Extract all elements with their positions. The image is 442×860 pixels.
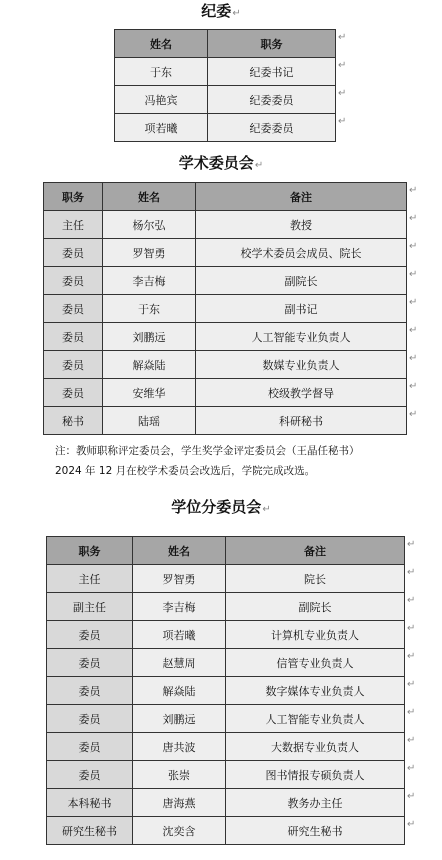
table-header-row <box>115 30 336 58</box>
row-end-mark: ↵ <box>407 763 416 774</box>
column-header: 姓名 <box>115 30 208 58</box>
table-cell: 副书记 <box>196 295 407 323</box>
xueshu-table <box>43 182 407 435</box>
table-cell: 校级教学督导 <box>196 379 407 407</box>
table-cell: 纪委委员 <box>208 114 336 142</box>
table-cell: 刘鹏远 <box>133 705 226 733</box>
note-line-1: 注：教师职称评定委员会，学生奖学金评定委员会（王晶任秘书） <box>55 445 360 457</box>
row-end-mark: ↵ <box>407 539 416 550</box>
row-end-mark: ↵ <box>409 185 418 196</box>
table-row <box>44 239 407 267</box>
table-cell: 委员 <box>47 705 133 733</box>
table-row <box>47 565 405 593</box>
row-end-mark: ↵ <box>407 651 416 662</box>
table-cell: 副院长 <box>196 267 407 295</box>
table-row <box>47 761 405 789</box>
column-header: 职务 <box>47 537 133 565</box>
row-end-mark: ↵ <box>409 241 418 252</box>
column-header: 职务 <box>208 30 336 58</box>
section-title-jiwei: 纪委↵ <box>201 2 241 20</box>
section-title-jiwei-text: 纪委 <box>201 2 232 20</box>
table-cell: 安维华 <box>103 379 196 407</box>
table-row <box>47 817 405 845</box>
row-end-mark: ↵ <box>338 32 347 43</box>
table-cell: 委员 <box>44 295 103 323</box>
row-end-mark: ↵ <box>409 353 418 364</box>
table-cell: 委员 <box>47 733 133 761</box>
table-row <box>115 58 336 86</box>
table-cell: 解焱陆 <box>133 677 226 705</box>
table-cell: 大数据专业负责人 <box>226 733 405 761</box>
table-cell: 委员 <box>44 351 103 379</box>
table-cell: 副主任 <box>47 593 133 621</box>
table-cell: 委员 <box>47 761 133 789</box>
row-end-mark: ↵ <box>407 735 416 746</box>
row-end-mark: ↵ <box>409 409 418 420</box>
table-cell: 委员 <box>44 379 103 407</box>
table-cell: 杨尔弘 <box>103 211 196 239</box>
table-cell: 教授 <box>196 211 407 239</box>
row-end-mark: ↵ <box>409 297 418 308</box>
table-header-row <box>44 183 407 211</box>
table-cell: 张崇 <box>133 761 226 789</box>
table-row <box>47 677 405 705</box>
table-cell: 委员 <box>47 649 133 677</box>
row-end-mark: ↵ <box>407 707 416 718</box>
row-end-mark: ↵ <box>409 325 418 336</box>
row-end-mark: ↵ <box>407 679 416 690</box>
column-header: 备注 <box>196 183 407 211</box>
table-cell: 主任 <box>47 565 133 593</box>
table-cell: 数字媒体专业负责人 <box>226 677 405 705</box>
table-cell: 唐共波 <box>133 733 226 761</box>
table-cell: 陆瑶 <box>103 407 196 435</box>
table-cell: 校学术委员会成员、院长 <box>196 239 407 267</box>
table-cell: 项若曦 <box>133 621 226 649</box>
table-cell: 主任 <box>44 211 103 239</box>
table-cell: 委员 <box>47 677 133 705</box>
table-cell: 冯艳宾 <box>115 86 208 114</box>
table-cell: 数媒专业负责人 <box>196 351 407 379</box>
table-cell: 刘鹏远 <box>103 323 196 351</box>
table-cell: 计算机专业负责人 <box>226 621 405 649</box>
column-header: 备注 <box>226 537 405 565</box>
table-cell: 院长 <box>226 565 405 593</box>
row-end-mark: ↵ <box>338 60 347 71</box>
table-cell: 沈奕含 <box>133 817 226 845</box>
table-row <box>44 407 407 435</box>
section-title-xueshu-text: 学术委员会 <box>178 154 254 172</box>
note-line-2: 2024 年 12 月在校学术委员会改选后，学院完成改选。 <box>55 465 316 477</box>
table-cell: 本科秘书 <box>47 789 133 817</box>
table-cell: 图书情报专硕负责人 <box>226 761 405 789</box>
table-cell: 李吉梅 <box>133 593 226 621</box>
row-end-mark: ↵ <box>409 213 418 224</box>
table-cell: 委员 <box>44 239 103 267</box>
table-cell: 纪委委员 <box>208 86 336 114</box>
table-row <box>44 211 407 239</box>
table-row <box>115 114 336 142</box>
table-cell: 秘书 <box>44 407 103 435</box>
section-title-xueshu: 学术委员会↵ <box>178 154 264 172</box>
table-cell: 人工智能专业负责人 <box>226 705 405 733</box>
section-title-xuewei-text: 学位分委员会 <box>171 498 262 516</box>
row-end-mark: ↵ <box>338 116 347 127</box>
table-cell: 于东 <box>115 58 208 86</box>
xuewei-table <box>46 536 405 845</box>
table-cell: 委员 <box>44 323 103 351</box>
table-row <box>44 267 407 295</box>
table-row <box>47 593 405 621</box>
table-cell: 于东 <box>103 295 196 323</box>
table-header-row <box>47 537 405 565</box>
table-cell: 解焱陆 <box>103 351 196 379</box>
table-cell: 纪委书记 <box>208 58 336 86</box>
table-row <box>47 649 405 677</box>
row-end-mark: ↵ <box>338 88 347 99</box>
table-cell: 项若曦 <box>115 114 208 142</box>
table-row <box>47 621 405 649</box>
table-cell: 信管专业负责人 <box>226 649 405 677</box>
table-cell: 研究生秘书 <box>226 817 405 845</box>
section-title-xuewei: 学位分委员会↵ <box>171 498 271 516</box>
table-cell: 科研秘书 <box>196 407 407 435</box>
table-cell: 人工智能专业负责人 <box>196 323 407 351</box>
table-row <box>47 733 405 761</box>
jiwei-table <box>114 29 336 142</box>
table-row <box>44 351 407 379</box>
table-cell: 罗智勇 <box>133 565 226 593</box>
table-cell: 委员 <box>47 621 133 649</box>
table-cell: 副院长 <box>226 593 405 621</box>
row-end-mark: ↵ <box>407 791 416 802</box>
table-row <box>44 379 407 407</box>
row-end-mark: ↵ <box>409 381 418 392</box>
table-cell: 赵慧周 <box>133 649 226 677</box>
table-row <box>44 323 407 351</box>
table-cell: 研究生秘书 <box>47 817 133 845</box>
row-end-mark: ↵ <box>407 819 416 830</box>
column-header: 姓名 <box>103 183 196 211</box>
table-row <box>47 705 405 733</box>
row-end-mark: ↵ <box>407 595 416 606</box>
table-cell: 委员 <box>44 267 103 295</box>
table-cell: 教务办主任 <box>226 789 405 817</box>
row-end-mark: ↵ <box>407 623 416 634</box>
table-row <box>47 789 405 817</box>
table-row <box>115 86 336 114</box>
table-cell: 罗智勇 <box>103 239 196 267</box>
row-end-mark: ↵ <box>409 269 418 280</box>
table-row <box>44 295 407 323</box>
table-cell: 唐海燕 <box>133 789 226 817</box>
table-cell: 李吉梅 <box>103 267 196 295</box>
column-header: 姓名 <box>133 537 226 565</box>
row-end-mark: ↵ <box>407 567 416 578</box>
column-header: 职务 <box>44 183 103 211</box>
